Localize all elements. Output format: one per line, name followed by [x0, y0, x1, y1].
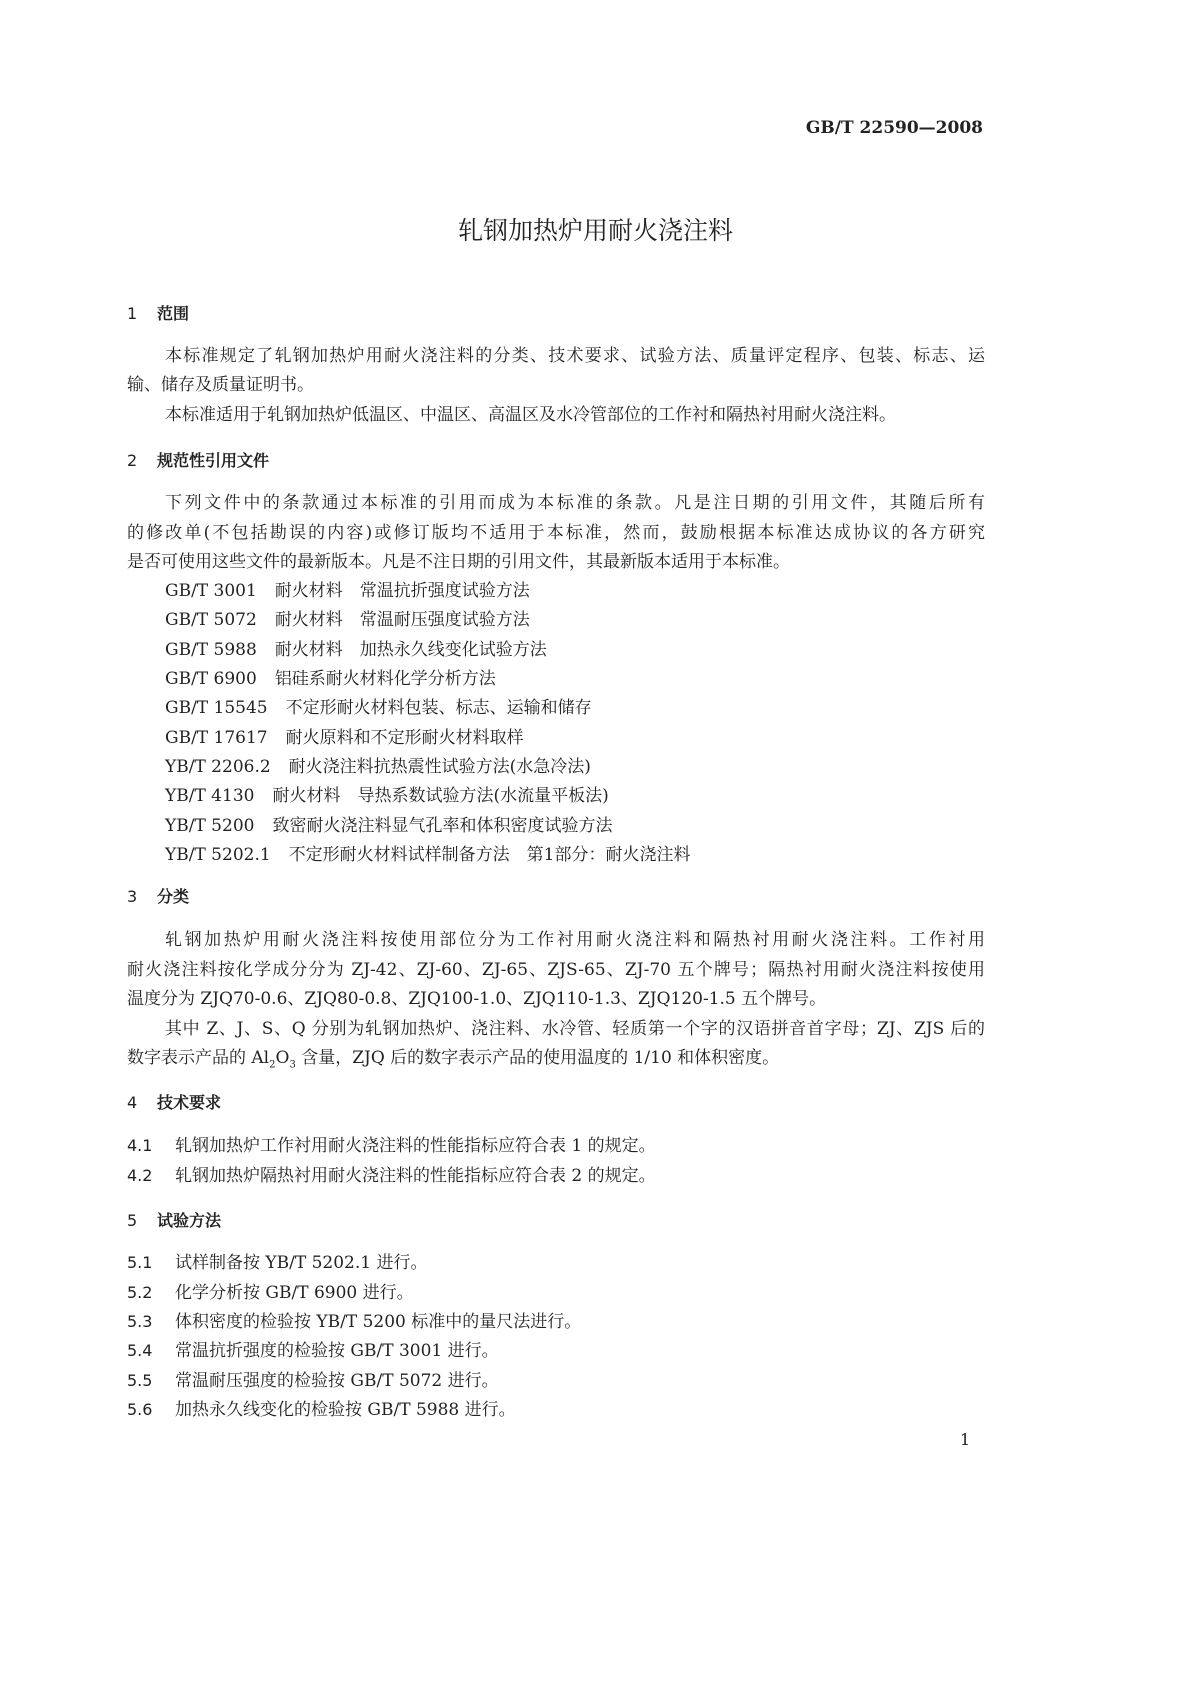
- section-title: 规范性引用文件: [157, 451, 270, 470]
- clause-number: 5.3: [127, 1312, 153, 1331]
- standard-code: GB/T 22590—2008: [805, 118, 983, 138]
- reference-code: GB/T 5072: [165, 610, 257, 630]
- clause-item: [127, 1134, 656, 1158]
- subscript: 2: [269, 1059, 276, 1071]
- chemical-formula-o: O: [275, 1048, 290, 1068]
- section-heading-scope: [127, 302, 189, 326]
- subscript: 3: [289, 1059, 296, 1071]
- reference-code: GB/T 15545: [165, 698, 268, 718]
- clause-item: [127, 1251, 427, 1275]
- clause-text: 加热永久线变化的检验按 GB/T 5988 进行。: [175, 1400, 516, 1420]
- reference-code: YB/T 2206.2: [165, 757, 271, 777]
- section-heading-normative-references: [127, 449, 269, 473]
- clause-text: 轧钢加热炉隔热衬用耐火浇注料的性能指标应符合表 2 的规定。: [175, 1166, 656, 1186]
- clause-number: 5.6: [127, 1400, 153, 1419]
- clause-item: [127, 1164, 656, 1188]
- reference-code: YB/T 5202.1: [165, 845, 271, 865]
- clause-number: 5.2: [127, 1283, 153, 1302]
- reference-item: [165, 608, 530, 632]
- paragraph-line: 耐火浇注料按化学成分分为 ZJ-42、ZJ-60、ZJ-65、ZJS-65、ZJ-70 五个牌号；隔热衬用耐火浇注料按使用: [127, 960, 985, 980]
- reference-code: GB/T 17617: [165, 728, 268, 748]
- reference-code: GB/T 6900: [165, 669, 257, 689]
- reference-title: 不定形耐火材料包装、标志、运输和储存: [285, 698, 592, 718]
- clause-item: [127, 1339, 499, 1363]
- paragraph-line: 其中 Z、J、S、Q 分别为轧钢加热炉、浇注料、水冷管、轻质第一个字的汉语拼音首字母；ZJ、ZJS 后的: [165, 1019, 985, 1039]
- reference-item: [165, 784, 609, 808]
- reference-title: 铝硅系耐火材料化学分析方法: [274, 669, 496, 689]
- reference-title: 耐火浇注料抗热震性试验方法(水急冷法): [288, 757, 591, 777]
- reference-title: 耐火材料 常温耐压强度试验方法: [274, 610, 530, 630]
- reference-code: GB/T 3001: [165, 581, 257, 601]
- page-number: 1: [960, 1430, 971, 1449]
- clause-number: 4.2: [127, 1166, 153, 1185]
- reference-code: GB/T 5988: [165, 640, 257, 660]
- paragraph-line: 本标准规定了轧钢加热炉用耐火浇注料的分类、技术要求、试验方法、质量评定程序、包装、标志、运: [165, 346, 985, 366]
- paragraph-line: 下列文件中的条款通过本标准的引用而成为本标准的条款。凡是注日期的引用文件，其随后所有: [165, 493, 985, 513]
- clause-number: 4.1: [127, 1136, 153, 1155]
- section-heading-classification: [127, 885, 189, 909]
- clause-text: 常温抗折强度的检验按 GB/T 3001 进行。: [175, 1341, 499, 1361]
- clause-text: 化学分析按 GB/T 6900 进行。: [175, 1283, 414, 1303]
- paragraph-line: [127, 1046, 779, 1070]
- paragraph-line: 本标准适用于轧钢加热炉低温区、中温区、高温区及水冷管部位的工作衬和隔热衬用耐火浇注料。: [165, 405, 896, 425]
- clause-text: 体积密度的检验按 YB/T 5200 标准中的量尺法进行。: [175, 1312, 582, 1332]
- paragraph-line: 轧钢加热炉用耐火浇注料按使用部位分为工作衬用耐火浇注料和隔热衬用耐火浇注料。工作衬用: [165, 930, 985, 950]
- clause-text: 试样制备按 YB/T 5202.1 进行。: [175, 1253, 428, 1273]
- clause-text: 常温耐压强度的检验按 GB/T 5072 进行。: [175, 1371, 499, 1391]
- text-segment: 数字表示产品的: [127, 1048, 252, 1068]
- clause-item: [127, 1398, 516, 1422]
- reference-title: 致密耐火浇注料显气孔率和体积密度试验方法: [272, 816, 613, 836]
- section-heading-test-methods: [127, 1209, 221, 1233]
- reference-title: 耐火原料和不定形耐火材料取样: [285, 728, 524, 748]
- clause-number: 5.5: [127, 1371, 153, 1390]
- clause-number: 5.4: [127, 1341, 153, 1360]
- section-heading-technical-requirements: [127, 1091, 221, 1115]
- section-number: 3: [127, 887, 138, 906]
- paragraph-line: 输、储存及质量证明书。: [127, 375, 314, 395]
- reference-item: [165, 579, 530, 603]
- section-number: 5: [127, 1211, 138, 1230]
- clause-text: 轧钢加热炉工作衬用耐火浇注料的性能指标应符合表 1 的规定。: [175, 1136, 656, 1156]
- section-title: 分类: [157, 887, 190, 906]
- reference-item: [165, 814, 612, 838]
- section-number: 1: [127, 304, 138, 323]
- page-title: 轧钢加热炉用耐火浇注料: [457, 216, 733, 245]
- clause-item: [127, 1369, 499, 1393]
- reference-item: [165, 843, 691, 867]
- section-number: 4: [127, 1093, 138, 1112]
- reference-title: 不定形耐火材料试样制备方法 第1部分：耐火浇注料: [288, 845, 691, 865]
- section-title: 范围: [157, 304, 190, 323]
- paragraph-line: 的修改单(不包括勘误的内容)或修订版均不适用于本标准，然而，鼓励根据本标准达成协议的各方研究: [127, 523, 985, 543]
- paragraph-line: 温度分为 ZJQ70-0.6、ZJQ80-0.8、ZJQ100-1.0、ZJQ110-1.3、ZJQ120-1.5 五个牌号。: [127, 989, 827, 1009]
- section-title: 技术要求: [157, 1093, 222, 1112]
- reference-item: [165, 667, 496, 691]
- reference-item: [165, 755, 591, 779]
- reference-title: 耐火材料 常温抗折强度试验方法: [274, 581, 530, 601]
- section-title: 试验方法: [157, 1211, 222, 1230]
- reference-code: YB/T 5200: [165, 816, 255, 836]
- reference-item: [165, 638, 547, 662]
- clause-number: 5.1: [127, 1253, 153, 1272]
- reference-code: YB/T 4130: [165, 786, 255, 806]
- reference-title: 耐火材料 导热系数试验方法(水流量平板法): [272, 786, 609, 806]
- paragraph-line: 是否可使用这些文件的最新版本。凡是不注日期的引用文件，其最新版本适用于本标准。: [127, 552, 790, 572]
- reference-item: [165, 726, 524, 750]
- clause-item: [127, 1310, 581, 1334]
- chemical-formula-al: Al: [251, 1048, 270, 1068]
- reference-title: 耐火材料 加热永久线变化试验方法: [274, 640, 547, 660]
- text-segment: 含量，ZJQ 后的数字表示产品的使用温度的 1/10 和体积密度。: [295, 1048, 780, 1068]
- clause-item: [127, 1281, 414, 1305]
- reference-item: [165, 696, 592, 720]
- section-number: 2: [127, 451, 138, 470]
